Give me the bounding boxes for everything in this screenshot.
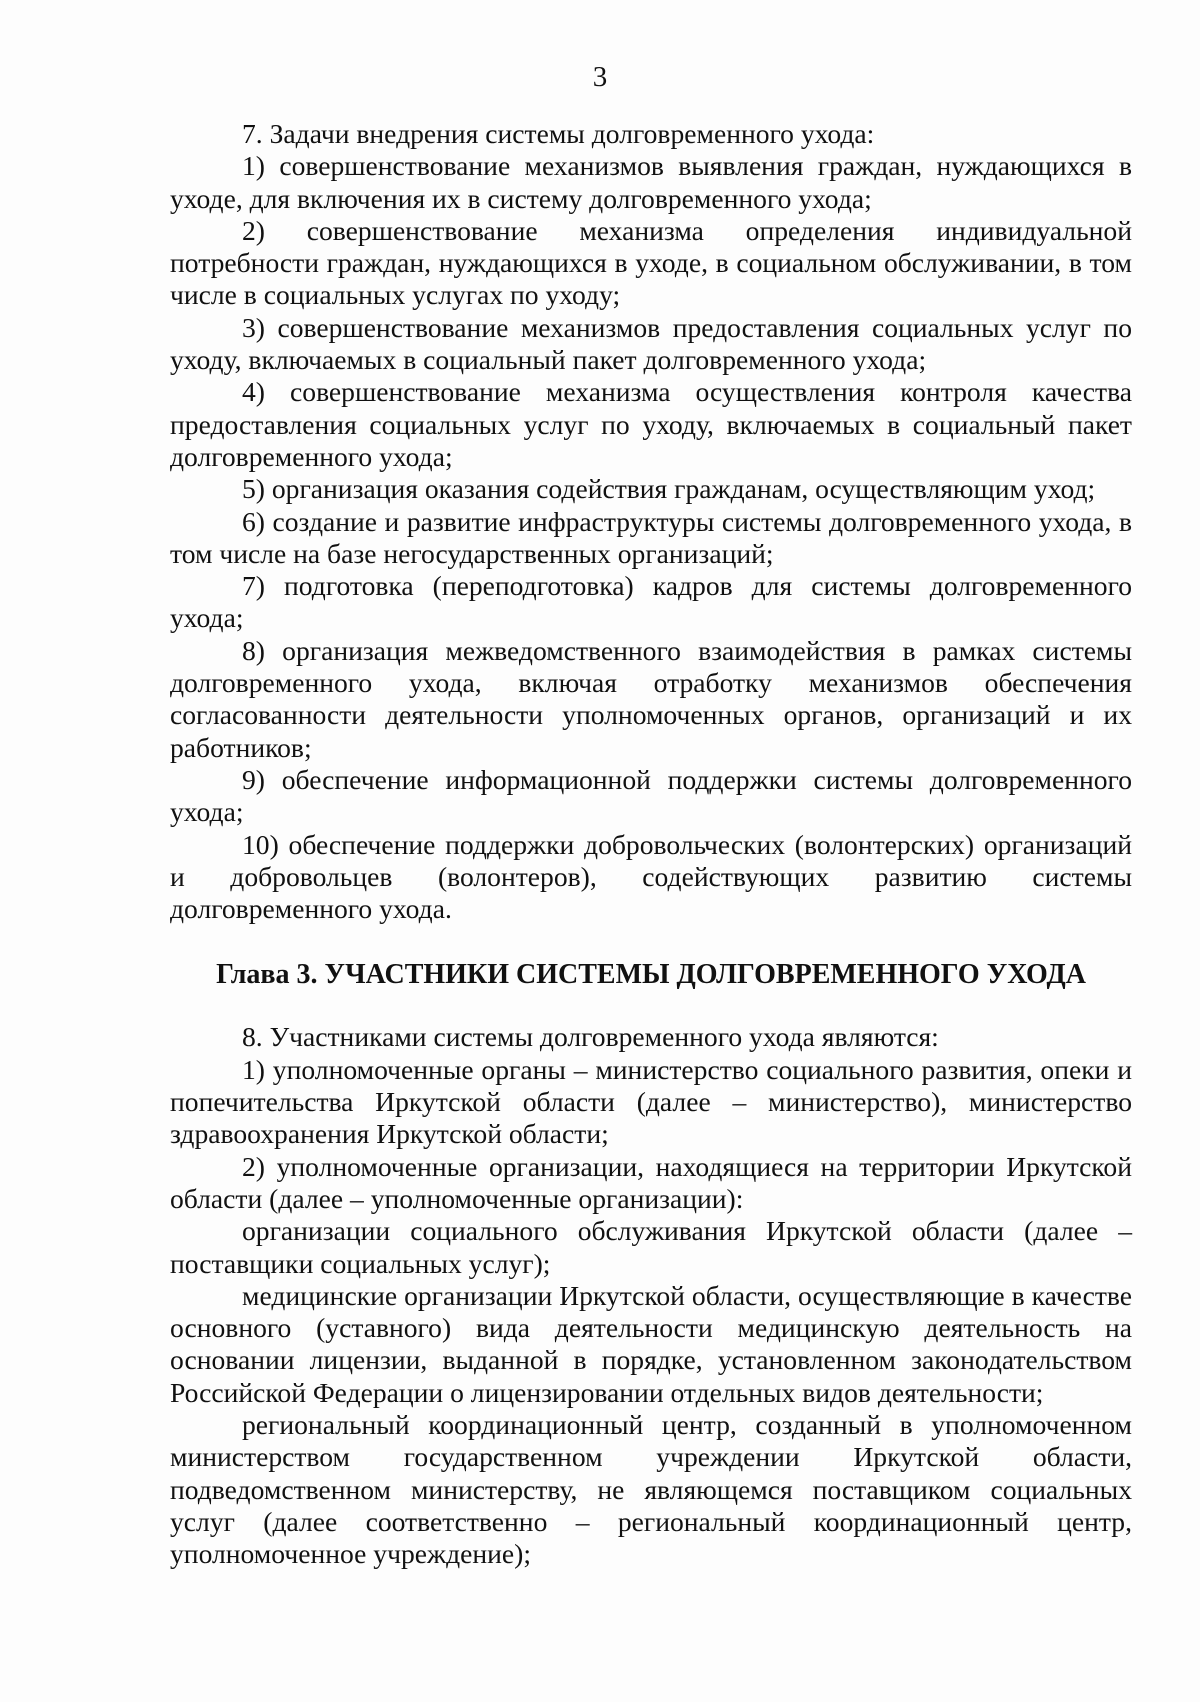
section-7-item-2: 2) совершенствование механизма определения индивидуальной потребности граждан, нуждающихся в уходе, в социальном обслуживании, в том числе в социальных услугах по уходу; [170, 214, 1132, 311]
page-number: 3 [592, 61, 608, 93]
section-8-intro: 8. Участниками системы долговременного ухода являются: [242, 1021, 939, 1053]
section-7-item-10: 10) обеспечение поддержки добровольческих (волонтерских) организаций и добровольцев (волонтеров), содействующих развитию системы долговременного ухода. [170, 828, 1132, 925]
section-7-intro: 7. Задачи внедрения системы долговременного ухода: [242, 118, 875, 149]
section-7-item-7: 7) подготовка (переподготовка) кадров для системы долговременного ухода; [170, 570, 1132, 634]
section-8-subitem-social-service: организации социального обслуживания Иркутской области (далее – поставщики социальных услуг); [170, 1215, 1132, 1279]
section-7-item-1: 1) совершенствование механизмов выявления граждан, нуждающихся в уходе, для включения их в систему долговременного ухода; [170, 150, 1132, 214]
section-8-item-2: 2) уполномоченные организации, находящиеся на территории Иркутской области (далее – уполномоченные организации): [170, 1150, 1132, 1214]
section-7-item-3: 3) совершенствование механизмов предоставления социальных услуг по уходу, включаемых в социальный пакет долговременного ухода; [170, 311, 1132, 376]
section-8-item-1: 1) уполномоченные органы – министерство социального развития, опеки и попечительства Иркутской области (далее – министерство), министерство здравоохранения Иркутской области; [170, 1053, 1132, 1150]
section-7-item-9: 9) обеспечение информационной поддержки системы долговременного ухода; [170, 763, 1132, 828]
section-7-item-4: 4) совершенствование механизма осуществления контроля качества предоставления социальных услуг по уходу, включаемых в социальный пакет долговременного ухода; [170, 376, 1132, 472]
section-8-subitem-medical: медицинские организации Иркутской области, осуществляющие в качестве основного (уставного) вида деятельности медицинскую деятельность на основании лицензии, выданной в порядке, установленном законодательством Российской Федерации о лицензировании отдельных видов деятельности; [170, 1279, 1132, 1408]
section-8-subitem-coordination-center: региональный координационный центр, созданный в уполномоченном министерством государственном учреждении Иркутской области, подведомственном министерству, не являющемся поставщиком социальных услуг (далее соответственно – региональный координационный центр, уполномоченное учреждение); [170, 1408, 1132, 1570]
section-7-item-5: 5) организация оказания содействия гражданам, осуществляющим уход; [242, 473, 1096, 505]
section-7-item-8: 8) организация межведомственного взаимодействия в рамках системы долговременного ухода, включая отработку механизмов обеспечения согласованности деятельности уполномоченных органов, организаций и их работников; [170, 634, 1132, 763]
chapter-3-heading: Глава 3. УЧАСТНИКИ СИСТЕМЫ ДОЛГОВРЕМЕННОГО УХОДА [216, 959, 1086, 991]
document-body [170, 118, 1132, 1570]
section-7-item-6: 6) создание и развитие инфраструктуры системы долговременного ухода, в том числе на базе негосударственных организаций; [170, 505, 1132, 569]
